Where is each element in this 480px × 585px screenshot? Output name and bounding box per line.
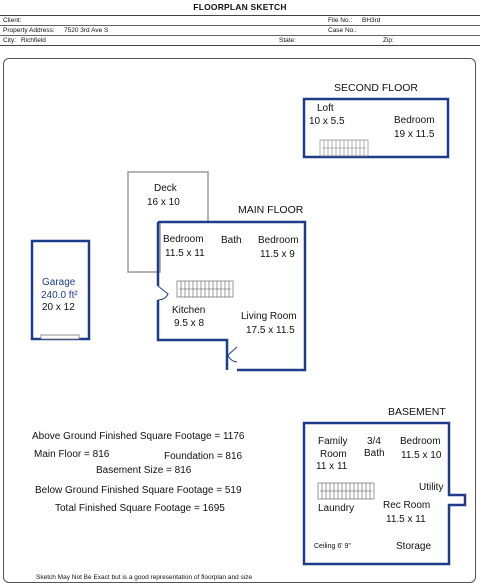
family-room-name: Family <box>318 436 348 447</box>
living-room-name: Living Room <box>241 311 297 322</box>
footer-disclaimer: Sketch May Not Be Exact but is a good representation of floorplan and size <box>36 574 253 581</box>
family-room-dims: 11 x 11 <box>316 461 348 472</box>
second-floor-stairs <box>320 140 368 156</box>
basement-heading: BASEMENT <box>388 406 446 418</box>
garage-area: 240.0 ft² <box>41 290 78 301</box>
loft-dims: 10 x 5.5 <box>309 116 345 127</box>
basement-size-sqft: Basement Size = 816 <box>96 465 192 476</box>
rec-room-dims: 11.5 x 11 <box>386 514 426 525</box>
file-no-label: File No.: <box>328 17 353 24</box>
main-floor-heading: MAIN FLOOR <box>238 204 304 216</box>
above-ground-sqft: Above Ground Finished Square Footage = 1176 <box>32 431 245 442</box>
main-floor-sqft: Main Floor = 816 <box>34 449 110 460</box>
garage-dims: 20 x 12 <box>42 302 75 313</box>
basement-bedroom-name: Bedroom <box>400 436 441 447</box>
ceiling-height: Ceiling 6' 9" <box>314 543 351 550</box>
file-no-value: BH3rd <box>362 17 381 24</box>
city-value: Richfield <box>21 37 46 44</box>
main-bedroom1-name: Bedroom <box>163 234 204 245</box>
storage-name: Storage <box>396 541 432 552</box>
state-label: State: <box>279 37 296 44</box>
family-room-name2: Room <box>320 449 347 460</box>
second-bedroom-name: Bedroom <box>394 115 435 126</box>
laundry-name: Laundry <box>318 503 355 514</box>
main-bedroom2-name: Bedroom <box>258 235 299 246</box>
basement-bath-name2: Bath <box>364 448 385 459</box>
second-floor-heading: SECOND FLOOR <box>334 82 419 94</box>
garage-door <box>41 335 79 339</box>
basement-bedroom-dims: 11.5 x 10 <box>401 450 442 461</box>
below-ground-sqft: Below Ground Finished Square Footage = 519 <box>35 485 242 496</box>
address-label: Property Address: <box>3 27 55 34</box>
main-bedroom1-dims: 11.5 x 11 <box>165 248 205 259</box>
basement-bath-name: 3/4 <box>367 436 381 447</box>
foundation-sqft: Foundation = 816 <box>164 451 243 462</box>
deck-name: Deck <box>154 183 177 194</box>
second-bedroom-dims: 19 x 11.5 <box>394 129 435 140</box>
city-label: City: <box>3 37 16 44</box>
address-value: 7520 3rd Ave S <box>64 27 109 34</box>
total-finished-sqft: Total Finished Square Footage = 1695 <box>55 503 225 514</box>
main-bath-name: Bath <box>221 235 242 246</box>
zip-label: Zip: <box>383 37 394 44</box>
document-title: FLOORPLAN SKETCH <box>193 2 287 12</box>
basement-stairs <box>318 483 374 499</box>
utility-name: Utility <box>419 482 444 493</box>
living-room-dims: 17.5 x 11.5 <box>246 325 295 336</box>
deck-dims: 16 x 10 <box>147 197 180 208</box>
kitchen-name: Kitchen <box>172 305 206 316</box>
kitchen-dims: 9.5 x 8 <box>174 318 205 329</box>
rec-room-name: Rec Room <box>383 500 431 511</box>
main-bedroom2-dims: 11.5 x 9 <box>260 249 295 260</box>
client-label: Client: <box>3 17 22 24</box>
loft-name: Loft <box>317 103 334 114</box>
garage-name: Garage <box>42 277 76 288</box>
main-floor-stairs <box>177 281 233 297</box>
case-no-label: Case No.: <box>328 27 357 34</box>
